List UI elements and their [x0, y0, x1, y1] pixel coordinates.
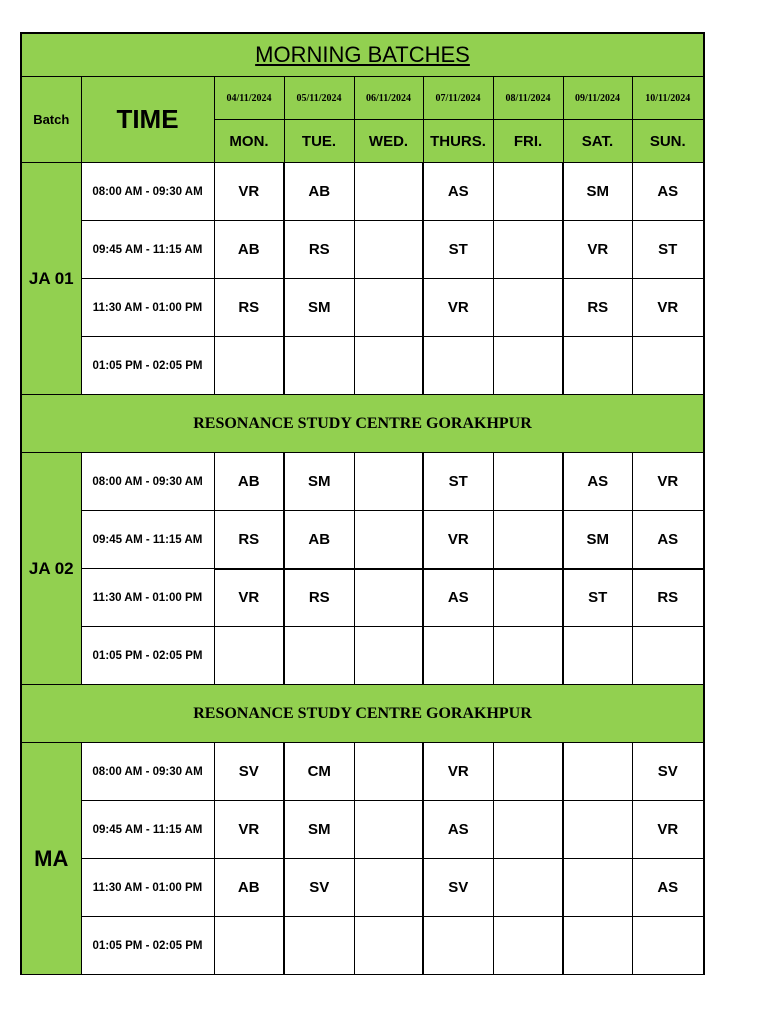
schedule-cell: AB — [214, 859, 284, 917]
day-header: SAT. — [563, 120, 632, 163]
table-row — [21, 221, 704, 279]
table-row — [21, 627, 704, 685]
schedule-cell: SM — [284, 453, 354, 511]
schedule-cell: AS — [563, 453, 632, 511]
time-slot: 11:30 AM - 01:00 PM — [81, 859, 214, 917]
schedule-cell: AB — [214, 453, 284, 511]
table-row — [21, 743, 704, 801]
schedule-cell — [284, 917, 354, 975]
day-header: TUE. — [284, 120, 354, 163]
time-slot: 08:00 AM - 09:30 AM — [81, 453, 214, 511]
time-slot: 11:30 AM - 01:00 PM — [81, 279, 214, 337]
schedule-cell — [354, 743, 423, 801]
batch-column-header: Batch — [21, 77, 81, 163]
schedule-cell — [563, 627, 632, 685]
table-row — [21, 917, 704, 975]
schedule-cell: SM — [563, 163, 632, 221]
schedule-cell: AS — [632, 511, 704, 569]
schedule-cell — [493, 453, 563, 511]
schedule-cell: SM — [284, 801, 354, 859]
schedule-cell: VR — [423, 511, 493, 569]
batch-name: JA 02 — [21, 453, 81, 685]
schedule-cell: CM — [284, 743, 354, 801]
centre-banner: RESONANCE STUDY CENTRE GORAKHPUR — [21, 685, 704, 743]
schedule-cell: RS — [563, 279, 632, 337]
schedule-cell: VR — [632, 801, 704, 859]
page-title: MORNING BATCHES — [21, 33, 704, 77]
schedule-cell — [493, 279, 563, 337]
schedule-cell — [493, 917, 563, 975]
schedule-cell: AS — [632, 163, 704, 221]
schedule-cell — [354, 511, 423, 569]
date-header: 04/11/2024 — [214, 77, 284, 120]
date-header: 07/11/2024 — [423, 77, 493, 120]
schedule-cell — [284, 337, 354, 395]
schedule-cell — [493, 221, 563, 279]
time-slot: 11:30 AM - 01:00 PM — [81, 569, 214, 627]
schedule-cell — [493, 569, 563, 627]
schedule-cell — [214, 627, 284, 685]
schedule-cell — [493, 859, 563, 917]
table-row — [21, 453, 704, 511]
date-header: 06/11/2024 — [354, 77, 423, 120]
schedule-cell — [354, 627, 423, 685]
time-slot: 08:00 AM - 09:30 AM — [81, 743, 214, 801]
schedule-cell: RS — [284, 221, 354, 279]
schedule-cell: RS — [284, 569, 354, 627]
schedule-cell: AS — [423, 163, 493, 221]
centre-banner-row — [21, 685, 704, 743]
schedule-cell — [214, 337, 284, 395]
schedule-cell — [354, 163, 423, 221]
day-header: THURS. — [423, 120, 493, 163]
schedule-cell: ST — [423, 453, 493, 511]
time-column-header: TIME — [81, 77, 214, 163]
schedule-cell — [354, 221, 423, 279]
day-header: MON. — [214, 120, 284, 163]
schedule-cell: SV — [632, 743, 704, 801]
timetable — [20, 32, 705, 975]
schedule-cell: VR — [214, 569, 284, 627]
day-header: WED. — [354, 120, 423, 163]
schedule-cell — [354, 279, 423, 337]
schedule-cell: VR — [423, 279, 493, 337]
time-slot: 09:45 AM - 11:15 AM — [81, 221, 214, 279]
schedule-cell: AB — [284, 163, 354, 221]
table-row — [21, 569, 704, 627]
schedule-cell — [632, 627, 704, 685]
schedule-cell: SV — [214, 743, 284, 801]
schedule-cell: AB — [284, 511, 354, 569]
schedule-cell: ST — [423, 221, 493, 279]
date-header: 08/11/2024 — [493, 77, 563, 120]
schedule-cell — [493, 627, 563, 685]
schedule-cell — [563, 859, 632, 917]
date-header: 10/11/2024 — [632, 77, 704, 120]
schedule-cell: AS — [423, 569, 493, 627]
schedule-cell: AS — [632, 859, 704, 917]
schedule-cell: VR — [214, 801, 284, 859]
date-header: 09/11/2024 — [563, 77, 632, 120]
schedule-cell — [423, 917, 493, 975]
table-row — [21, 801, 704, 859]
schedule-cell: VR — [214, 163, 284, 221]
schedule-cell — [214, 917, 284, 975]
table-row — [21, 279, 704, 337]
day-header: FRI. — [493, 120, 563, 163]
schedule-cell: RS — [632, 569, 704, 627]
schedule-cell: AS — [423, 801, 493, 859]
schedule-cell — [354, 337, 423, 395]
schedule-cell: RS — [214, 279, 284, 337]
schedule-cell — [354, 569, 423, 627]
schedule-cell — [493, 163, 563, 221]
timetable-body — [21, 33, 704, 975]
schedule-cell: AB — [214, 221, 284, 279]
batch-name: MA — [21, 743, 81, 975]
schedule-cell — [632, 917, 704, 975]
schedule-cell — [493, 801, 563, 859]
schedule-cell — [354, 859, 423, 917]
centre-banner-row — [21, 395, 704, 453]
schedule-cell: SM — [284, 279, 354, 337]
time-slot: 08:00 AM - 09:30 AM — [81, 163, 214, 221]
table-row — [21, 337, 704, 395]
schedule-cell: VR — [423, 743, 493, 801]
schedule-cell — [563, 917, 632, 975]
schedule-cell — [563, 801, 632, 859]
time-slot: 01:05 PM - 02:05 PM — [81, 627, 214, 685]
time-slot: 01:05 PM - 02:05 PM — [81, 337, 214, 395]
schedule-cell: ST — [632, 221, 704, 279]
date-header: 05/11/2024 — [284, 77, 354, 120]
schedule-cell: SV — [423, 859, 493, 917]
schedule-cell — [284, 627, 354, 685]
schedule-cell — [563, 337, 632, 395]
schedule-cell — [354, 801, 423, 859]
schedule-cell — [423, 337, 493, 395]
schedule-cell — [493, 511, 563, 569]
schedule-cell: VR — [632, 279, 704, 337]
schedule-cell: RS — [214, 511, 284, 569]
batch-name: JA 01 — [21, 163, 81, 395]
schedule-cell: VR — [632, 453, 704, 511]
schedule-cell — [493, 337, 563, 395]
time-slot: 01:05 PM - 02:05 PM — [81, 917, 214, 975]
table-row — [21, 859, 704, 917]
time-slot: 09:45 AM - 11:15 AM — [81, 801, 214, 859]
schedule-cell: SM — [563, 511, 632, 569]
table-row — [21, 511, 704, 569]
centre-banner: RESONANCE STUDY CENTRE GORAKHPUR — [21, 395, 704, 453]
schedule-cell: SV — [284, 859, 354, 917]
schedule-cell — [423, 627, 493, 685]
day-header: SUN. — [632, 120, 704, 163]
schedule-cell — [354, 453, 423, 511]
schedule-cell: VR — [563, 221, 632, 279]
time-slot: 09:45 AM - 11:15 AM — [81, 511, 214, 569]
schedule-cell — [493, 743, 563, 801]
schedule-cell: ST — [563, 569, 632, 627]
schedule-cell — [563, 743, 632, 801]
table-row — [21, 163, 704, 221]
schedule-cell — [354, 917, 423, 975]
schedule-cell — [632, 337, 704, 395]
